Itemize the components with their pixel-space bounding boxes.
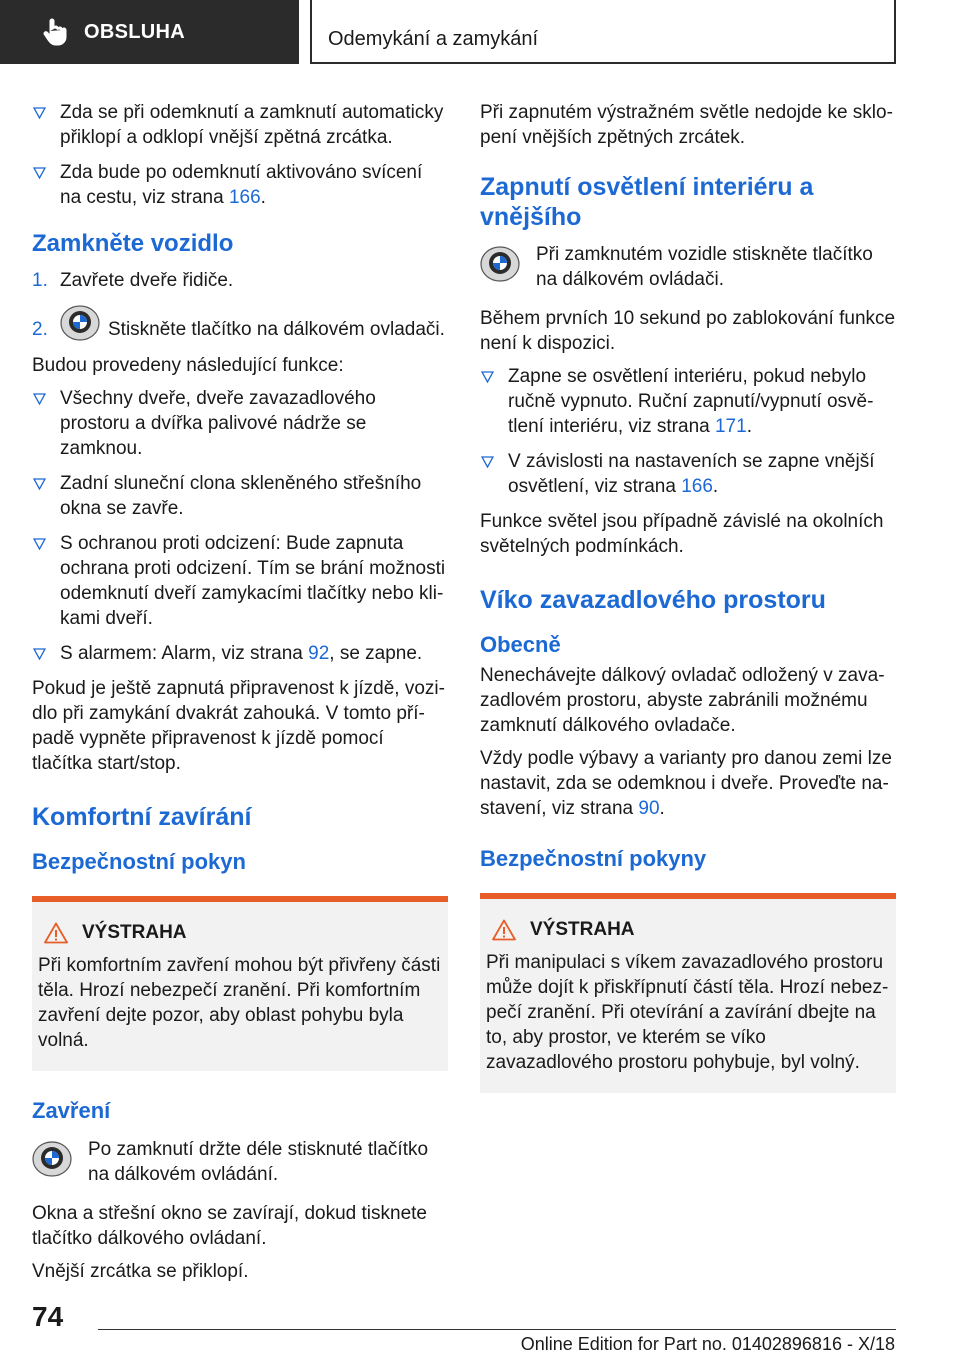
list-item-text: Zda bude po odemknutí aktivováno svícení na cestu, viz strana	[60, 162, 423, 208]
warning-box	[32, 896, 448, 1071]
paragraph-tail: .	[659, 798, 665, 819]
page-link[interactable]: 166	[681, 476, 713, 497]
list-item-tail: .	[746, 416, 752, 437]
edition-note: Online Edition for Part no. 01402896816 - X/18	[520, 1334, 895, 1354]
warning-icon	[44, 922, 68, 944]
list-item-text: S alarmem: Alarm, viz strana	[60, 643, 309, 664]
list-item-text: Zda se při odemknutí a zamknutí automaticky přiklopí a odklopí vnější zpětná zrcátka.	[60, 102, 444, 148]
list-item-text: Všechny dveře, dveře zavazadlového prostoru a dvířka palivové nádrže se zamknou.	[60, 388, 376, 459]
list-item-tail: .	[260, 187, 266, 208]
paragraph: Při zapnutém výstražném světle nedojde ke sklopení vnějších zpětných zrcátek.	[480, 102, 893, 148]
heading-trunk-lid: Víko zavazadlového prostoru	[480, 586, 826, 614]
paragraph: Funkce světel jsou případně závislé na okolních světelných podmínkách.	[480, 511, 884, 557]
heading-general: Obecně	[480, 632, 561, 657]
step-text: Stiskněte tlačítko na dálkovém ovladači.	[108, 319, 445, 340]
warning-title-text: VÝSTRAHA	[530, 919, 635, 940]
heading-lock-vehicle: Zamkněte vozidlo	[32, 230, 234, 257]
heading-closing: Zavření	[32, 1098, 111, 1123]
remote-instruction	[32, 1137, 448, 1187]
triangle-bullet-icon	[481, 370, 494, 383]
list-item	[32, 471, 448, 521]
paragraph: Budou provedeny následující funkce:	[32, 355, 344, 376]
list-item-tail: .	[712, 476, 719, 497]
warning-title-text: VÝSTRAHA	[82, 922, 187, 943]
left-column	[32, 100, 448, 1292]
heading-safety-note: Bezpečnostní pokyn	[32, 849, 246, 874]
warning-title	[38, 920, 442, 945]
list-item	[480, 449, 896, 499]
hand-icon	[40, 17, 70, 47]
list-item	[32, 160, 448, 210]
list-item	[32, 531, 448, 631]
heading-interior-exterior-light: Zapnutí osvětlení interiéru a vnějšího	[480, 173, 814, 231]
list-item-text: Zapne se osvětlení interiéru, pokud nebylo ručně vypnuto. Ruční zapnutí/vypnutí osvětlení interiéru, viz strana	[508, 366, 874, 437]
paragraph	[480, 746, 896, 821]
page-link[interactable]: 166	[228, 187, 261, 208]
right-column	[480, 100, 896, 1111]
page-header	[310, 0, 896, 64]
triangle-bullet-icon	[33, 392, 46, 405]
remote-instruction	[480, 242, 896, 292]
list-item-tail: , se zapne.	[329, 643, 423, 664]
remote-instruction-text: Při zamknutém vozidle stiskněte tlačítko na dálkovém ovládači.	[536, 244, 873, 290]
remote-key-icon	[32, 1139, 72, 1179]
list-item-text: V závislosti na nastaveních se zapne vnější osvětlení, viz strana	[508, 451, 875, 497]
remote-key-icon	[60, 303, 100, 343]
page-header-title: Odemykání a zamykání	[328, 28, 539, 50]
step-item	[32, 303, 448, 345]
paragraph: Nenechávejte dálkový ovladač odložený v zavazadlovém prostoru, abyste zabránili možnému zamknutí dálkového ovladače.	[480, 665, 885, 736]
list-item	[32, 100, 448, 150]
page-link[interactable]: 92	[308, 643, 330, 664]
page-link[interactable]: 90	[638, 798, 660, 819]
triangle-bullet-icon	[33, 166, 46, 179]
paragraph-text: Vždy podle výbavy a varianty pro danou zemi lze nastavit, zda se odemknou i dveře. Proveďte nastavení, viz strana	[480, 748, 892, 819]
section-tab	[0, 0, 299, 64]
paragraph: Pokud je ještě zapnutá připravenost k jízdě, vozidlo při zamykání dvakrát zahouká. V tomto případě vypněte připravenost k jízdě pomocí tlačítka start/stop.	[32, 678, 445, 774]
paragraph: Okna a střešní okno se zavírají, dokud tisknete tlačítko dálkového ovládaní.	[32, 1203, 427, 1249]
triangle-bullet-icon	[33, 647, 46, 660]
heading-safety-notes: Bezpečnostní pokyny	[480, 846, 707, 871]
page-number: 74	[32, 1301, 64, 1332]
step-number: 2.	[32, 319, 48, 340]
remote-instruction-text: Po zamknutí držte déle stisknuté tlačítko na dálkovém ovládání.	[88, 1139, 429, 1185]
page-link[interactable]: 171	[714, 416, 747, 437]
paragraph: Vnější zrcátka se přiklopí.	[32, 1261, 249, 1282]
triangle-bullet-icon	[33, 477, 46, 490]
warning-title	[486, 917, 890, 942]
section-tab-label: OBSLUHA	[84, 20, 185, 43]
warning-icon	[492, 919, 516, 941]
step-text: Zavřete dveře řidiče.	[60, 270, 234, 291]
list-item	[32, 641, 448, 666]
triangle-bullet-icon	[33, 106, 46, 119]
heading-comfort-closing: Komfortní zavírání	[32, 803, 252, 831]
footer-divider	[98, 1329, 896, 1330]
list-item	[32, 386, 448, 461]
remote-key-icon	[480, 244, 520, 284]
paragraph: Během prvních 10 sekund po zablokování funkce není k dispozici.	[480, 308, 896, 354]
step-number: 1.	[32, 270, 48, 291]
warning-box	[480, 893, 896, 1093]
step-item	[32, 268, 448, 293]
triangle-bullet-icon	[481, 455, 494, 468]
triangle-bullet-icon	[33, 537, 46, 550]
warning-body: Při manipulaci s víkem zavazadlového prostoru může dojít k přiskřípnutí částí těla. Hrozí nebezpečí zranění. Při otevírání a zavírání dbejte na to, aby prostor, ve kterém se víko zavazadlového prostoru pohybuje, byl volný.	[486, 952, 889, 1073]
list-item-text: S ochranou proti odcizení: Bude zapnuta ochrana proti odcizení. Tím se brání možnosti odemknutí dveří zamykacími tlačítky nebo klikami dveří.	[60, 533, 446, 629]
list-item	[480, 364, 896, 439]
list-item-text: Zadní sluneční clona skleněného střešního okna se zavře.	[60, 473, 422, 519]
warning-body: Při komfortním zavření mohou být přivřeny části těla. Hrozí nebezpečí zranění. Při komfortním zavření dejte pozor, aby oblast pohybu byla volná.	[38, 955, 441, 1051]
